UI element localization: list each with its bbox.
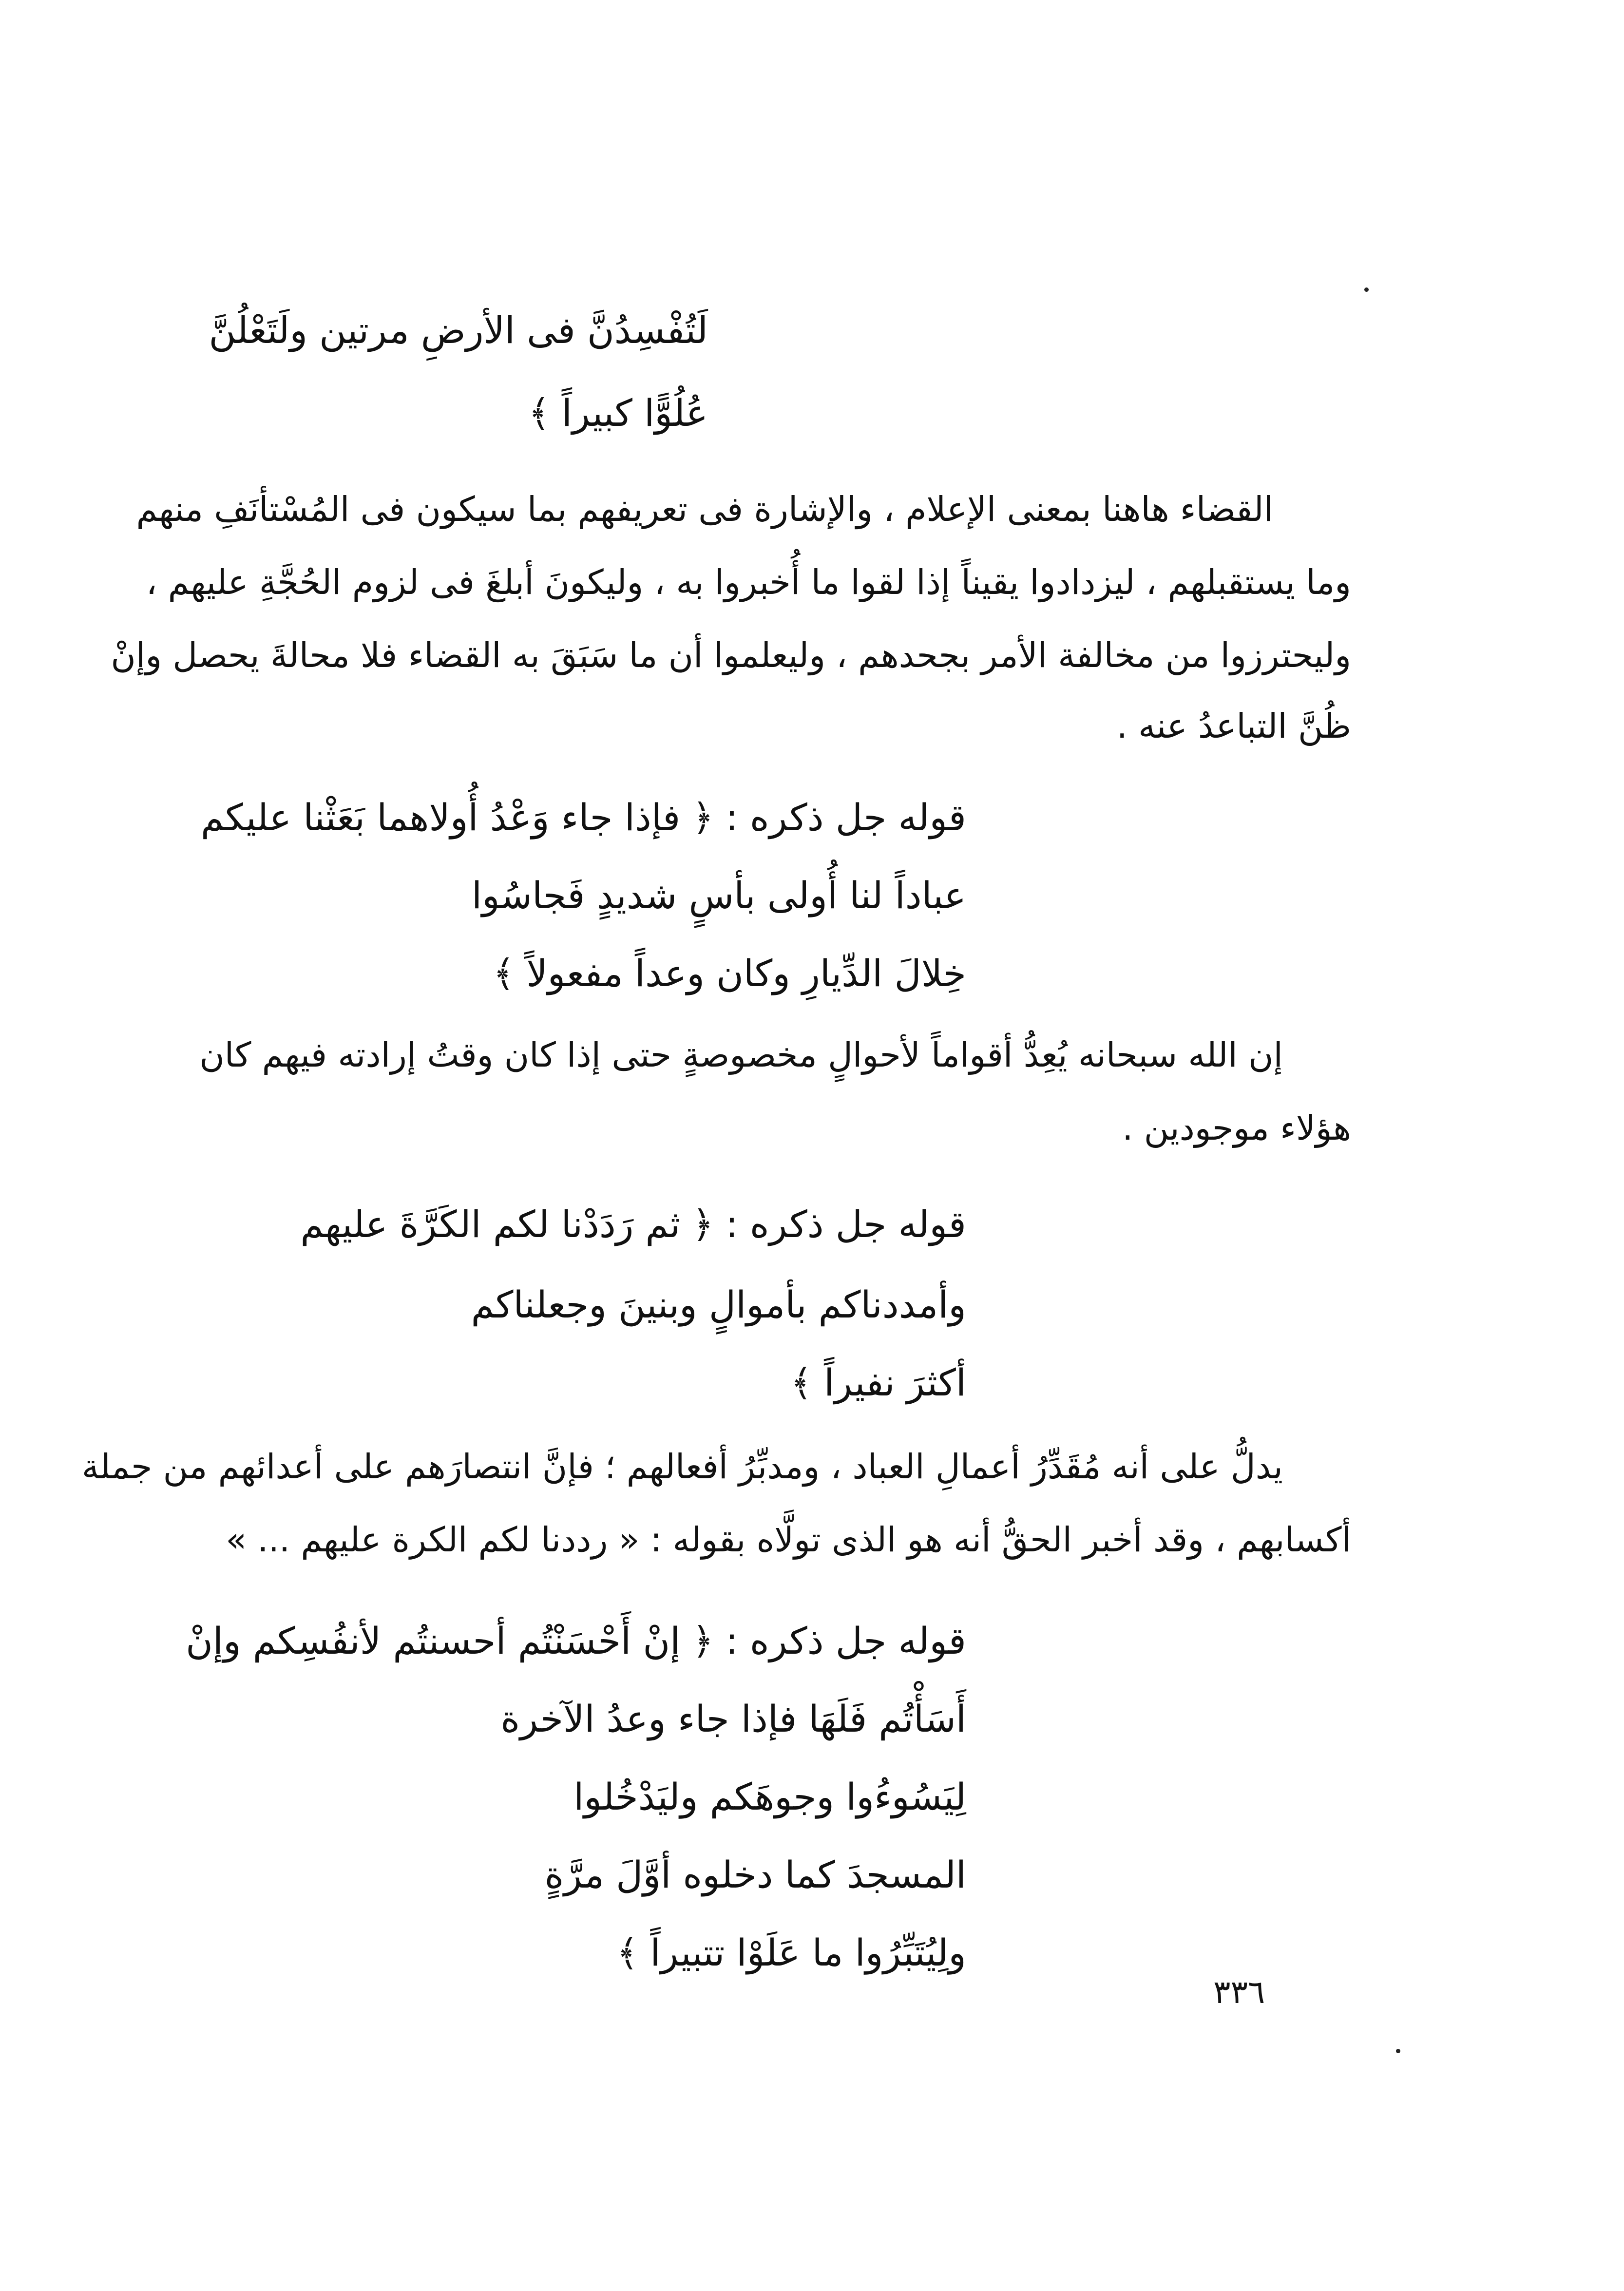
- verse-line: خِلالَ الدِّيارِ وكان وعداً مفعولاً ﴾: [493, 952, 966, 995]
- verse-line: أكثرَ نفيراً ﴾: [790, 1361, 966, 1404]
- verse-line: عُلُوًّا كبيراً ﴾: [528, 391, 708, 435]
- verse-line: عباداً لنا أُولى بأسٍ شديدٍ فَجاسُوا: [471, 874, 966, 917]
- verse-line: قوله جل ذكره : ﴿ ثم رَدَدْنا لكم الكَرَّةَ عليهم: [300, 1203, 966, 1246]
- verse-line: لِيَسُوءُوا وجوهَكم وليَدْخُلوا: [573, 1775, 966, 1818]
- prose-line: هؤلاء موجودين .: [1122, 1108, 1351, 1148]
- verse-line: قوله جل ذكره : ﴿ إنْ أَحْسَنْتُم أحسنتُم لأنفُسِكم وإنْ: [186, 1619, 966, 1662]
- prose-line: وليحترزوا من مخالفة الأمر بجحدهم ، وليعلموا أن ما سَبَقَ به القضاء فلا محالةَ يحصل وإنْ: [111, 635, 1351, 675]
- verse-line: المسجدَ كما دخلوه أوَّلَ مرَّةٍ: [544, 1853, 966, 1896]
- prose-line: ظُنَّ التباعدُ عنه .: [1116, 706, 1351, 746]
- verse-line: وأمددناكم بأموالٍ وبنينَ وجعلناكم: [471, 1283, 966, 1326]
- prose-line: وما يستقبلهم ، ليزدادوا يقيناً إذا لقوا ما أُخبروا به ، وليكونَ أبلغَ فى لزوم الحُجَّةِ عليهم ،: [146, 562, 1351, 602]
- verse-line: ولِيُتَبِّرُوا ما عَلَوْا تتبيراً ﴾: [616, 1931, 966, 1974]
- scan-speck: [1364, 287, 1369, 292]
- prose-line: القضاء هاهنا بمعنى الإعلام ، والإشارة فى تعريفهم بما سيكون فى المُسْتأنَفِ منهم: [136, 489, 1273, 529]
- page-number: ٣٣٦: [1213, 1973, 1265, 2011]
- prose-line: يدلُّ على أنه مُقَدِّرُ أعمالِ العباد ، ومدبِّرُ أفعالهم ؛ فإنَّ انتصارَهم على أعدائهم من جملة: [81, 1447, 1283, 1487]
- prose-line: أكسابهم ، وقد أخبر الحقُّ أنه هو الذى تولَّاه بقوله : « رددنا لكم الكرة عليهم ... »: [226, 1520, 1351, 1560]
- verse-line: لَتُفْسِدُنَّ فى الأرضِ مرتين ولَتَعْلُنَّ: [209, 308, 708, 352]
- verse-line: أَسَأْتُم فَلَهَا فإذا جاء وعدُ الآخرة: [500, 1697, 966, 1740]
- prose-line: إن الله سبحانه يُعِدُّ أقواماً لأحوالٍ مخصوصةٍ حتى إذا كان وقتُ إرادته فيهم كان: [199, 1035, 1283, 1075]
- scan-speck: [1396, 2049, 1400, 2053]
- verse-line: قوله جل ذكره : ﴿ فإذا جاء وَعْدُ أُولاهما بَعَثْنا عليكم: [201, 796, 966, 839]
